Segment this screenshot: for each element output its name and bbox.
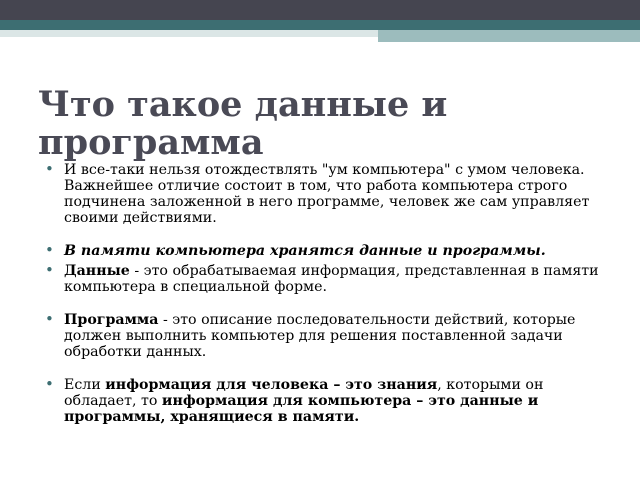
bullet-text: , которыми он обладает, то [64, 377, 544, 409]
bullet-text: - это обрабатываемая информация, представленная в памяти компьютера в специальной форме. [64, 263, 599, 295]
header-band-teal [0, 20, 640, 30]
bullet-text: Если [64, 377, 106, 393]
bullet-text: И все-таки нельзя отождествлять "ум компьютера" с умом человека. Важнейшее отличие состоит в том, что работа компьютера строго подчинена заложенной в него программе, человек же сам управляет своими действиями. [64, 162, 590, 226]
bullet-text: В памяти компьютера хранятся данные и программы. [64, 243, 546, 259]
header-band-dark [0, 0, 640, 20]
term-data: Данные [64, 263, 130, 279]
slide-title: Что такое данные и программа [38, 84, 448, 163]
header-band-light-left [0, 30, 378, 37]
bullet-data-definition [45, 263, 605, 295]
term-program: Программа [64, 312, 159, 328]
slide-body [45, 162, 605, 425]
bullet-program-definition [45, 312, 605, 360]
header-band-light-right [378, 30, 640, 42]
bullet-text: - это описание последовательности действий, которые должен выполнить компьютер для решения поставленной задачи обработки данных. [64, 312, 576, 360]
emphasis-computer: информация для компьютера – это данные и программы, хранящиеся в памяти. [64, 393, 539, 425]
emphasis-human: информация для человека – это знания [105, 377, 438, 393]
bullet-memory [45, 243, 605, 259]
bullet-difference [45, 162, 605, 226]
bullet-information [45, 377, 605, 425]
